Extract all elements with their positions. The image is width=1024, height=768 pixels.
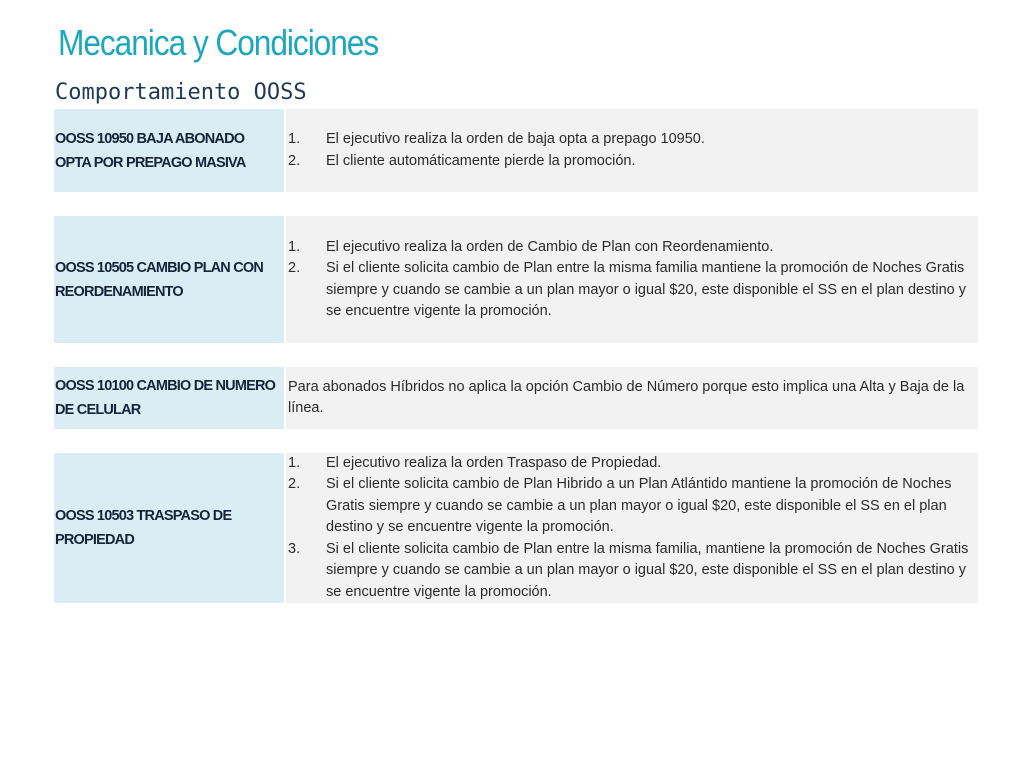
table-row-ooss-10100 — [54, 367, 978, 429]
row-label: OOSS 10950 BAJA ABONADO OPTA POR PREPAGO MASIVA — [55, 130, 246, 171]
list-number: 1. — [288, 454, 301, 471]
list-item — [288, 129, 713, 151]
table-row-ooss-10505 — [54, 216, 978, 343]
list-item — [288, 151, 713, 173]
row-label-cell — [54, 367, 284, 429]
list-item — [288, 237, 978, 259]
slide-title: Mecanica y Condiciones — [58, 22, 379, 63]
table-row-ooss-10950 — [54, 109, 978, 192]
list-text: Si el cliente solicita cambio de Plan Hibrido a un Plan Atlántido mantiene la promoción de Noches Gratis siempre y cuando se cambie a un plan mayor o igual $20, este disponible el SS en el plan destino y se encuentre vigente la promoción. — [326, 476, 952, 536]
row-paragraph: Para abonados Híbridos no aplica la opción Cambio de Número porque esto implica una Alta y Baja de la línea. — [288, 378, 965, 416]
list-number: 2. — [288, 476, 301, 493]
row-content-cell — [286, 453, 978, 603]
list-number: 3. — [288, 540, 301, 557]
list-text: El ejecutivo realiza la orden de baja opta a prepago 10950. — [326, 131, 705, 147]
row-label-cell — [54, 109, 284, 192]
slide-subtitle: Comportamiento OOSS — [55, 80, 307, 105]
row-label: OOSS 10100 CAMBIO DE NUMERO DE CELULAR — [55, 378, 276, 418]
list-text: Si el cliente solicita cambio de Plan entre la misma familia mantiene la promoción de Noches Gratis siempre y cuando se cambie a un plan mayor o igual $20, este disponible el SS en el plan destino y se encuentre vigente la promoción. — [326, 260, 967, 319]
list-number: 2. — [288, 152, 301, 169]
list-number: 2. — [288, 260, 301, 276]
row-content-cell — [286, 367, 978, 429]
table-row-ooss-10503 — [54, 453, 978, 603]
list-text: El cliente automáticamente pierde la promoción. — [326, 152, 636, 169]
list-item — [288, 539, 978, 604]
list-number: 1. — [288, 131, 301, 147]
row-label-cell — [54, 453, 284, 603]
list-text: El ejecutivo realiza la orden Traspaso de Propiedad. — [326, 454, 662, 471]
list-item — [288, 474, 978, 539]
row-label: OOSS 10505 CAMBIO PLAN CON REORDENAMIENTO — [55, 259, 264, 300]
list-text: Si el cliente solicita cambio de Plan entre la misma familia, mantiene la promoción de Noches Gratis siempre y cuando se cambie a un plan mayor o igual $20, este disponible el SS en el plan destino y se encuentre vigente la promoción. — [326, 540, 969, 600]
list-number: 1. — [288, 238, 301, 255]
numbered-list — [288, 129, 713, 172]
list-item — [288, 258, 978, 323]
row-content-cell — [286, 109, 978, 192]
row-label-cell — [54, 216, 284, 343]
numbered-list — [288, 453, 978, 604]
list-text: El ejecutivo realiza la orden de Cambio de Plan con Reordenamiento. — [326, 238, 774, 255]
row-label: OOSS 10503 TRASPASO DE PROPIEDAD — [55, 508, 232, 548]
numbered-list — [288, 237, 978, 323]
list-item — [288, 453, 978, 475]
row-content-cell — [286, 216, 978, 343]
